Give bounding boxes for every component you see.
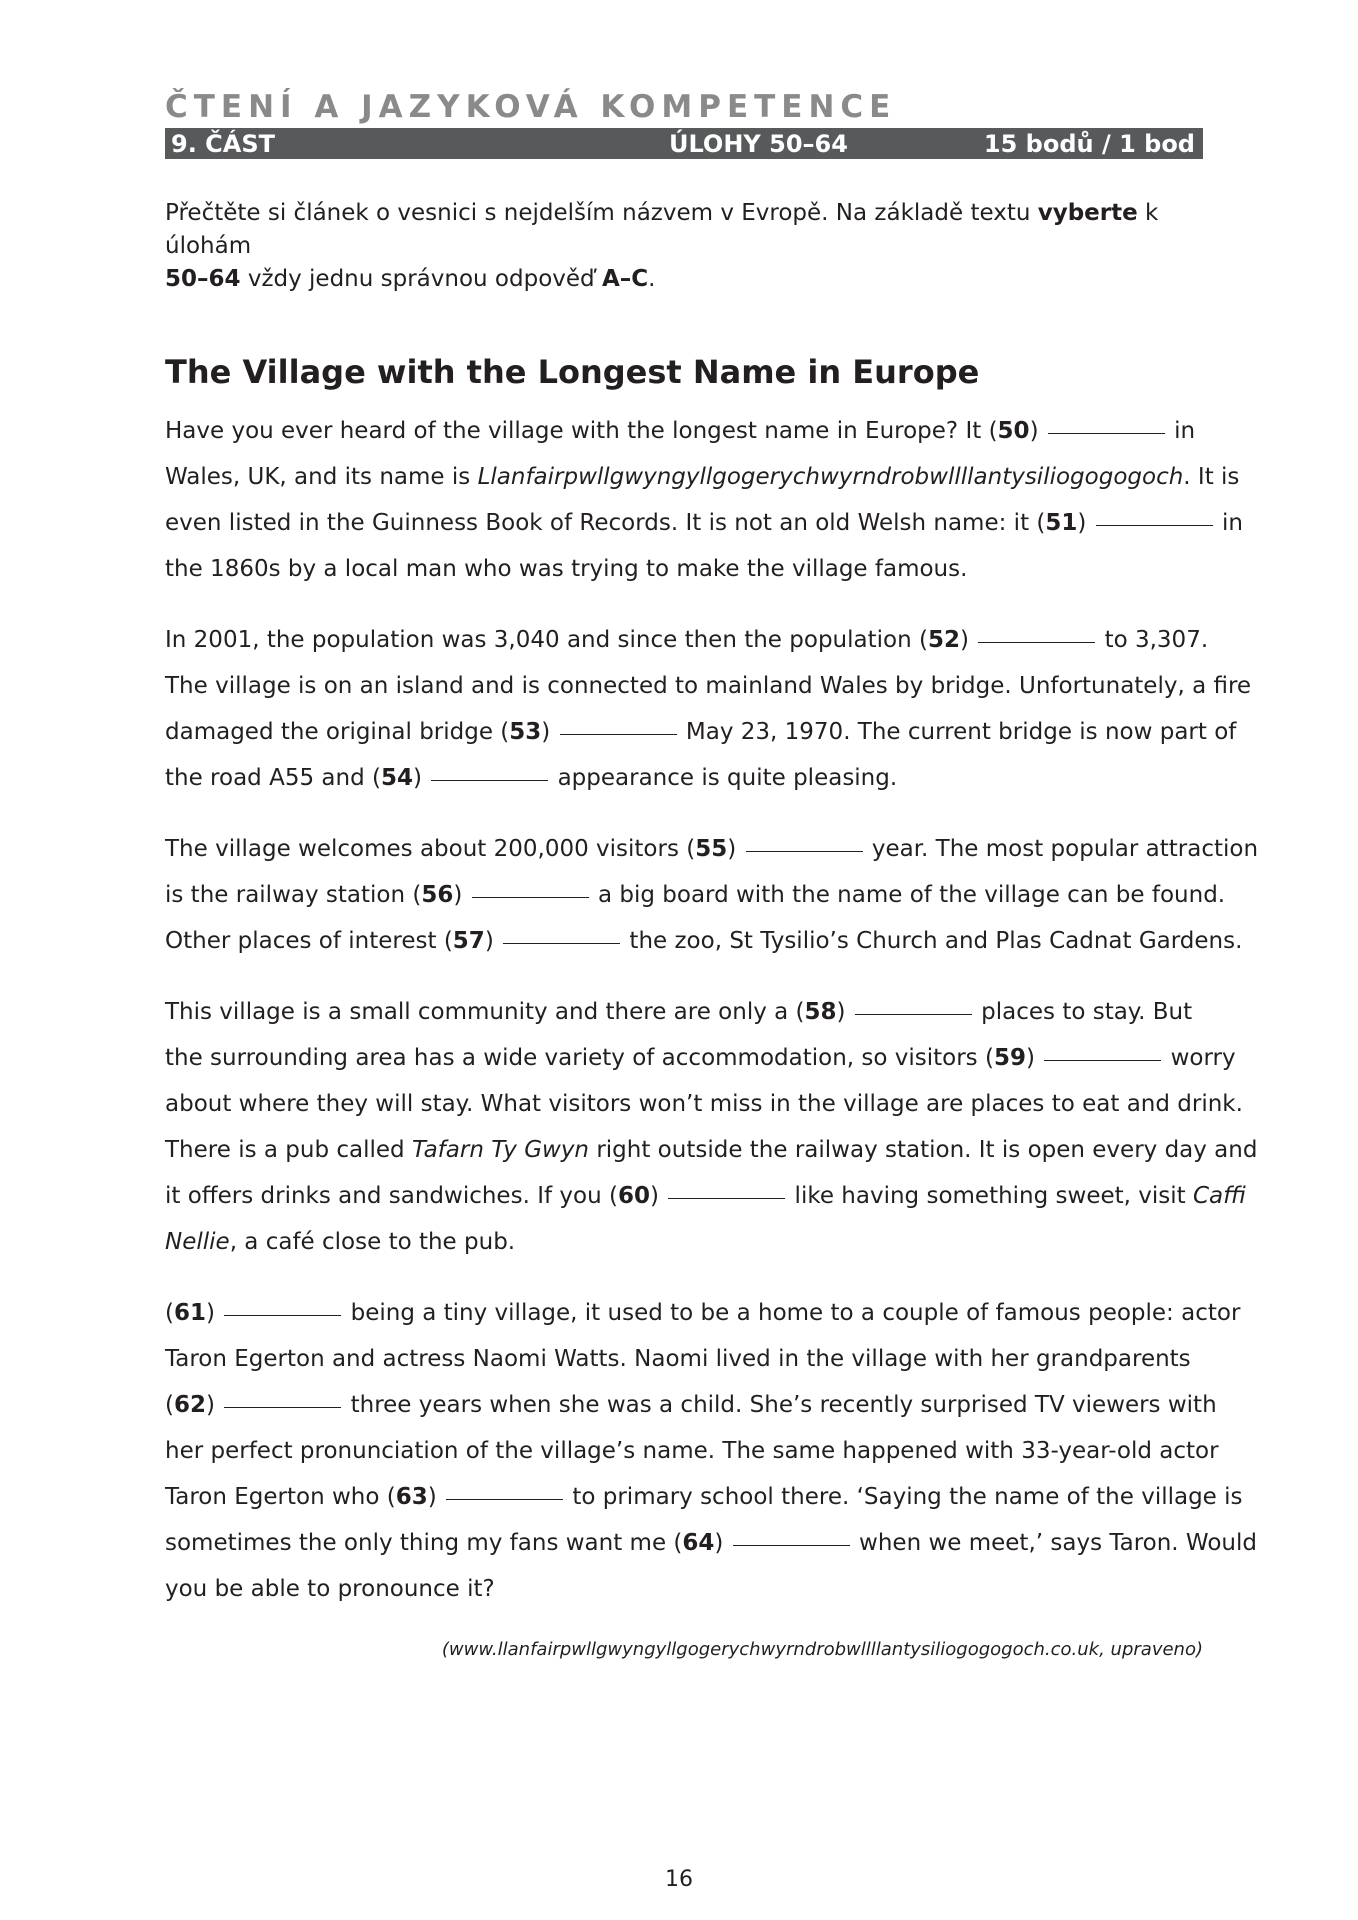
answer-gap-59[interactable] [1044,1059,1161,1061]
part-label: 9. ČÁST [171,129,276,158]
gap-number: 55 [695,836,728,862]
tasks-label: ÚLOHY 50–64 [669,129,848,158]
gap-number: 58 [804,999,837,1025]
source-citation: (www.llanfairpwllgwyngyllgogerychwyrndrobwllllantysiliogogogoch.co.uk, upraveno) [441,1639,1203,1660]
answer-gap-56[interactable] [472,896,589,898]
gap-number: 61 [173,1300,206,1326]
text-line: The village is on an island and is connected to mainland Wales by bridge. Unfortunately, a fire [165,673,1252,699]
answer-gap-55[interactable] [746,850,863,852]
text-line: In 2001, the population was 3,040 and since then the population (52) to 3,307. [165,627,1209,653]
answer-gap-63[interactable] [446,1498,563,1500]
text-line: it offers drinks and sandwiches. If you (60) like having something sweet, visit Caffi [165,1183,1247,1209]
paragraph-4 [165,989,1258,1265]
gap-number: 54 [380,765,413,791]
text-line: the road A55 and (54) appearance is quite pleasing. [165,765,898,791]
text-line: damaged the original bridge (53) May 23, 1970. The current bridge is now part of [165,719,1237,745]
text-line: her perfect pronunciation of the village’s name. The same happened with 33-year-old actor [165,1438,1219,1464]
section-title: ČTENÍ A JAZYKOVÁ KOMPETENCE [165,89,897,125]
text-line: This village is a small community and there are only a (58) places to stay. But [165,999,1193,1025]
text-line: even listed in the Guinness Book of Records. It is not an old Welsh name: it (51) in [165,510,1243,536]
answer-gap-54[interactable] [431,779,548,781]
text-line: Taron Egerton and actress Naomi Watts. Naomi lived in the village with her grandparents [165,1346,1191,1372]
text-line: Taron Egerton who (63) to primary school there. ‘Saying the name of the village is [165,1484,1243,1510]
paragraph-3 [165,826,1259,964]
exam-page [165,88,1259,1663]
gap-number: 52 [927,627,960,653]
gap-number: 59 [993,1045,1026,1071]
paragraph-1 [165,408,1243,592]
text-line: the 1860s by a local man who was trying to make the village famous. [165,556,968,582]
answer-gap-62[interactable] [224,1406,341,1408]
paragraph-5 [165,1290,1257,1612]
text-line: (62) three years when she was a child. She’s recently surprised TV viewers with [165,1392,1217,1418]
answer-gap-61[interactable] [224,1314,341,1316]
article-body [165,408,1259,1663]
answer-gap-50[interactable] [1048,432,1165,434]
gap-number: 51 [1045,510,1078,536]
text-line: There is a pub called Tafarn Ty Gwyn right outside the railway station. It is open every day and [165,1137,1258,1163]
text-line: the surrounding area has a wide variety of accommodation, so visitors (59) worry [165,1045,1236,1071]
text-line: (61) being a tiny village, it used to be a home to a couple of famous people: actor [165,1300,1241,1326]
text-line: about where they will stay. What visitors won’t miss in the village are places to eat and drink. [165,1091,1243,1117]
text-line: sometimes the only thing my fans want me (64) when we meet,’ says Taron. Would [165,1530,1257,1556]
article-title: The Village with the Longest Name in Europe [165,353,980,391]
points-label: 15 bodů / 1 bod [983,129,1195,158]
gap-number: 50 [997,418,1030,444]
gap-number: 63 [395,1484,428,1510]
gap-number: 62 [173,1392,206,1418]
text-line: The village welcomes about 200,000 visitors (55) year. The most popular attraction [165,836,1259,862]
answer-gap-52[interactable] [978,641,1095,643]
answer-gap-51[interactable] [1096,524,1213,526]
text-line: is the railway station (56) a big board with the name of the village can be found. [165,882,1226,908]
answer-gap-58[interactable] [855,1013,972,1015]
page-number: 16 [665,1867,693,1892]
gap-number: 60 [617,1183,650,1209]
text-line: you be able to pronounce it? [165,1576,495,1602]
part-header-bar [165,128,1203,159]
answer-gap-57[interactable] [503,942,620,944]
text-line: Other places of interest (57) the zoo, St Tysilio’s Church and Plas Cadnat Gardens. [165,928,1243,954]
gap-number: 53 [509,719,542,745]
gap-number: 57 [452,928,485,954]
instructions: Přečtěte si článek o vesnici s nejdelším názvem v Evropě. Na základě textu vyberte k úlohám 50–64 vždy jednu správnou odpověď A–C. [165,200,1159,292]
answer-gap-64[interactable] [733,1544,850,1546]
gap-number: 56 [421,882,454,908]
answer-gap-60[interactable] [668,1197,785,1199]
answer-gap-53[interactable] [560,733,677,735]
gap-number: 64 [682,1530,715,1556]
paragraph-2 [165,617,1252,801]
text-line: Have you ever heard of the village with the longest name in Europe? It (50) in [165,418,1196,444]
text-line: Nellie, a café close to the pub. [165,1229,516,1255]
text-line: Wales, UK, and its name is Llanfairpwllgwyngyllgogerychwyrndrobwllllantysiliogogogoch. It is [165,464,1240,490]
